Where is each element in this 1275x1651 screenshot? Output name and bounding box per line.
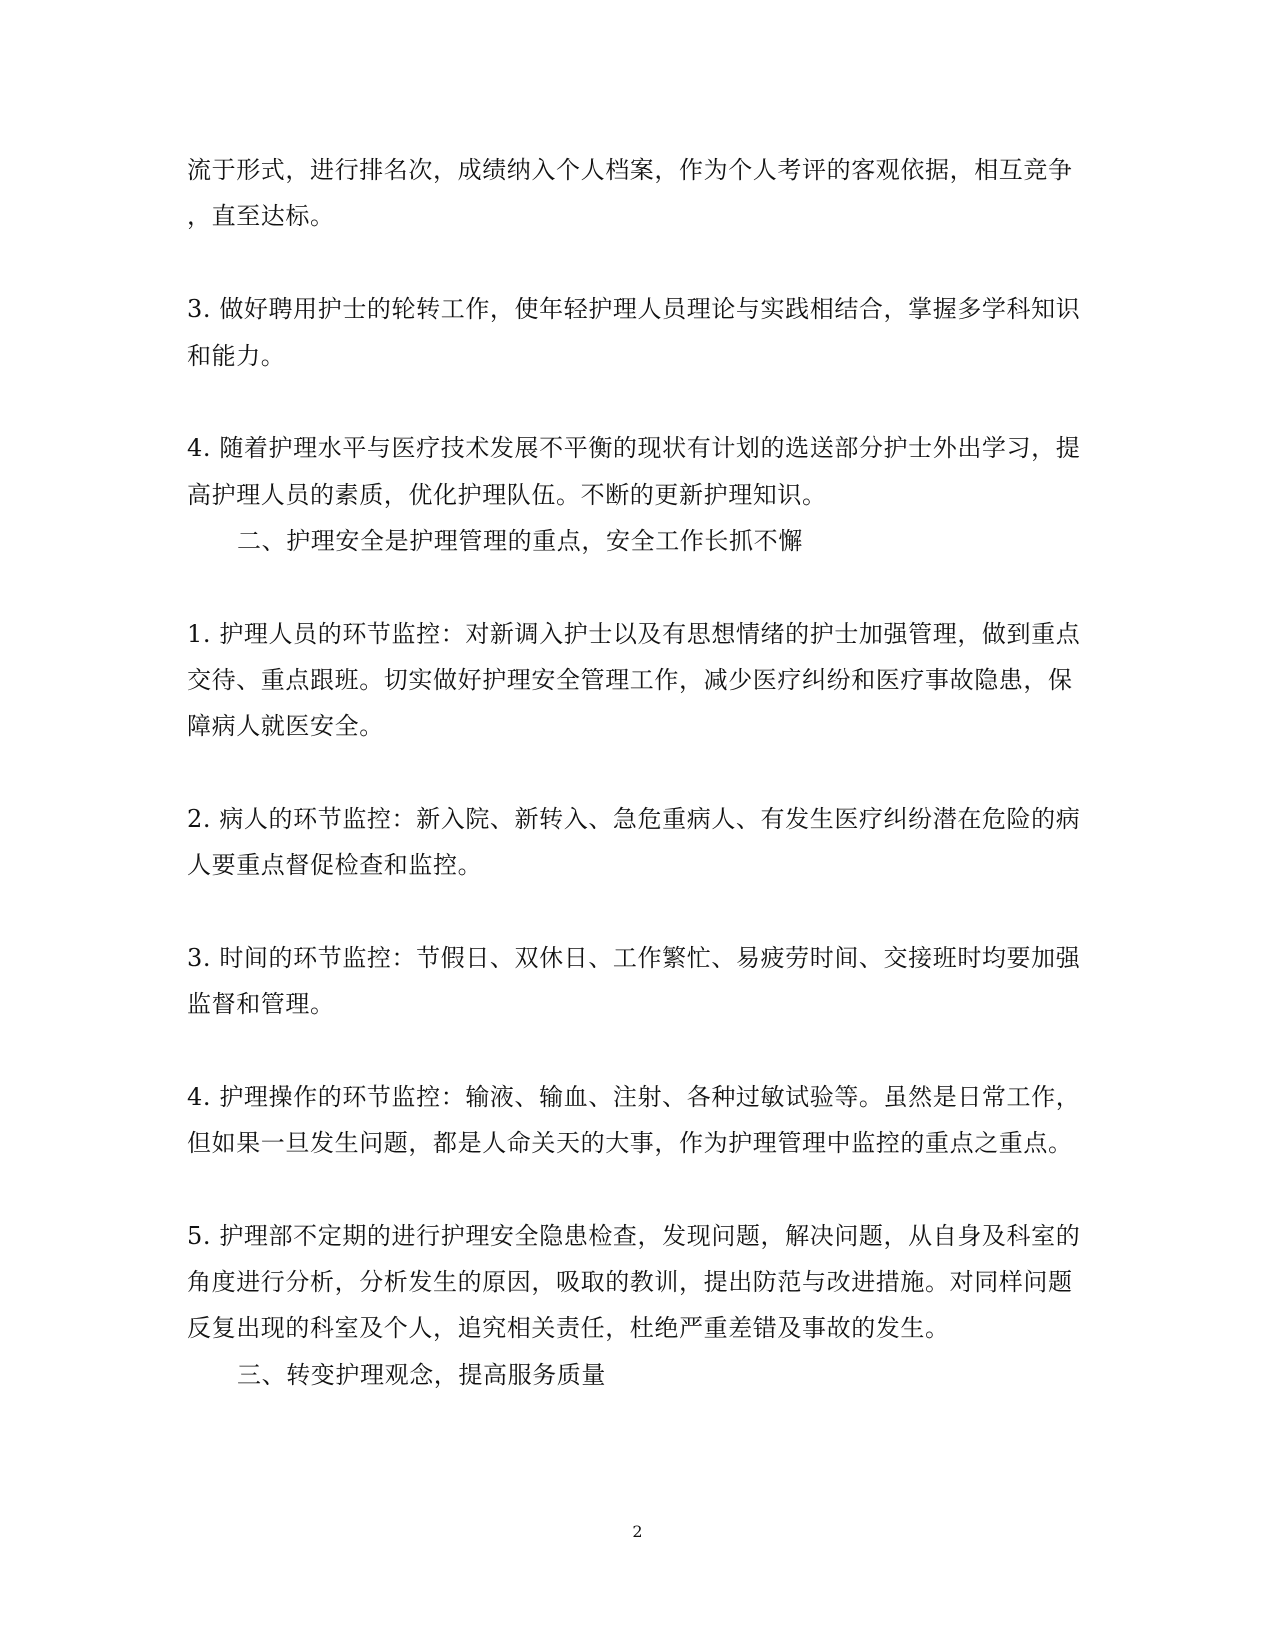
paragraph-line: 5. 护理部不定期的进行护理安全隐患检查，发现问题，解决问题，从自身及科室的 <box>187 1222 1081 1250</box>
paragraph-line: 4. 护理操作的环节监控：输液、输血、注射、各种过敏试验等。虽然是日常工作， <box>187 1083 1081 1111</box>
page-number: 2 <box>632 1522 643 1541</box>
paragraph-line: 和能力。 <box>187 342 286 370</box>
paragraph-line: 2. 病人的环节监控：新入院、新转入、急危重病人、有发生医疗纠纷潜在危险的病 <box>187 805 1081 833</box>
paragraph-line: 角度进行分析，分析发生的原因，吸取的教训，提出防范与改进措施。对同样问题 <box>187 1268 1073 1296</box>
paragraph-line: 高护理人员的素质，优化护理队伍。不断的更新护理知识。 <box>187 481 827 509</box>
section-heading: 二、护理安全是护理管理的重点，安全工作长抓不懈 <box>237 527 803 555</box>
paragraph-line: 流于形式，进行排名次，成绩纳入个人档案，作为个人考评的客观依据，相互竞争 <box>187 156 1073 184</box>
paragraph-line: ，直至达标。 <box>187 202 335 230</box>
paragraph-line: 3. 时间的环节监控：节假日、双休日、工作繁忙、易疲劳时间、交接班时均要加强 <box>187 944 1081 972</box>
paragraph-line: 交待、重点跟班。切实做好护理安全管理工作，减少医疗纠纷和医疗事故隐患，保 <box>187 666 1073 694</box>
paragraph-line: 1. 护理人员的环节监控：对新调入护士以及有思想情绪的护士加强管理，做到重点 <box>187 620 1081 648</box>
paragraph-line: 人要重点督促检查和监控。 <box>187 851 483 879</box>
paragraph-line: 但如果一旦发生问题，都是人命关天的大事，作为护理管理中监控的重点之重点。 <box>187 1129 1073 1157</box>
section-heading: 三、转变护理观念，提高服务质量 <box>237 1361 606 1389</box>
paragraph-line: 4. 随着护理水平与医疗技术发展不平衡的现状有计划的选送部分护士外出学习，提 <box>187 434 1081 462</box>
paragraph-line: 3. 做好聘用护士的轮转工作，使年轻护理人员理论与实践相结合，掌握多学科知识 <box>187 295 1081 323</box>
paragraph-line: 障病人就医安全。 <box>187 712 384 740</box>
paragraph-line: 监督和管理。 <box>187 990 335 1018</box>
paragraph-line: 反复出现的科室及个人，追究相关责任，杜绝严重差错及事故的发生。 <box>187 1314 950 1342</box>
